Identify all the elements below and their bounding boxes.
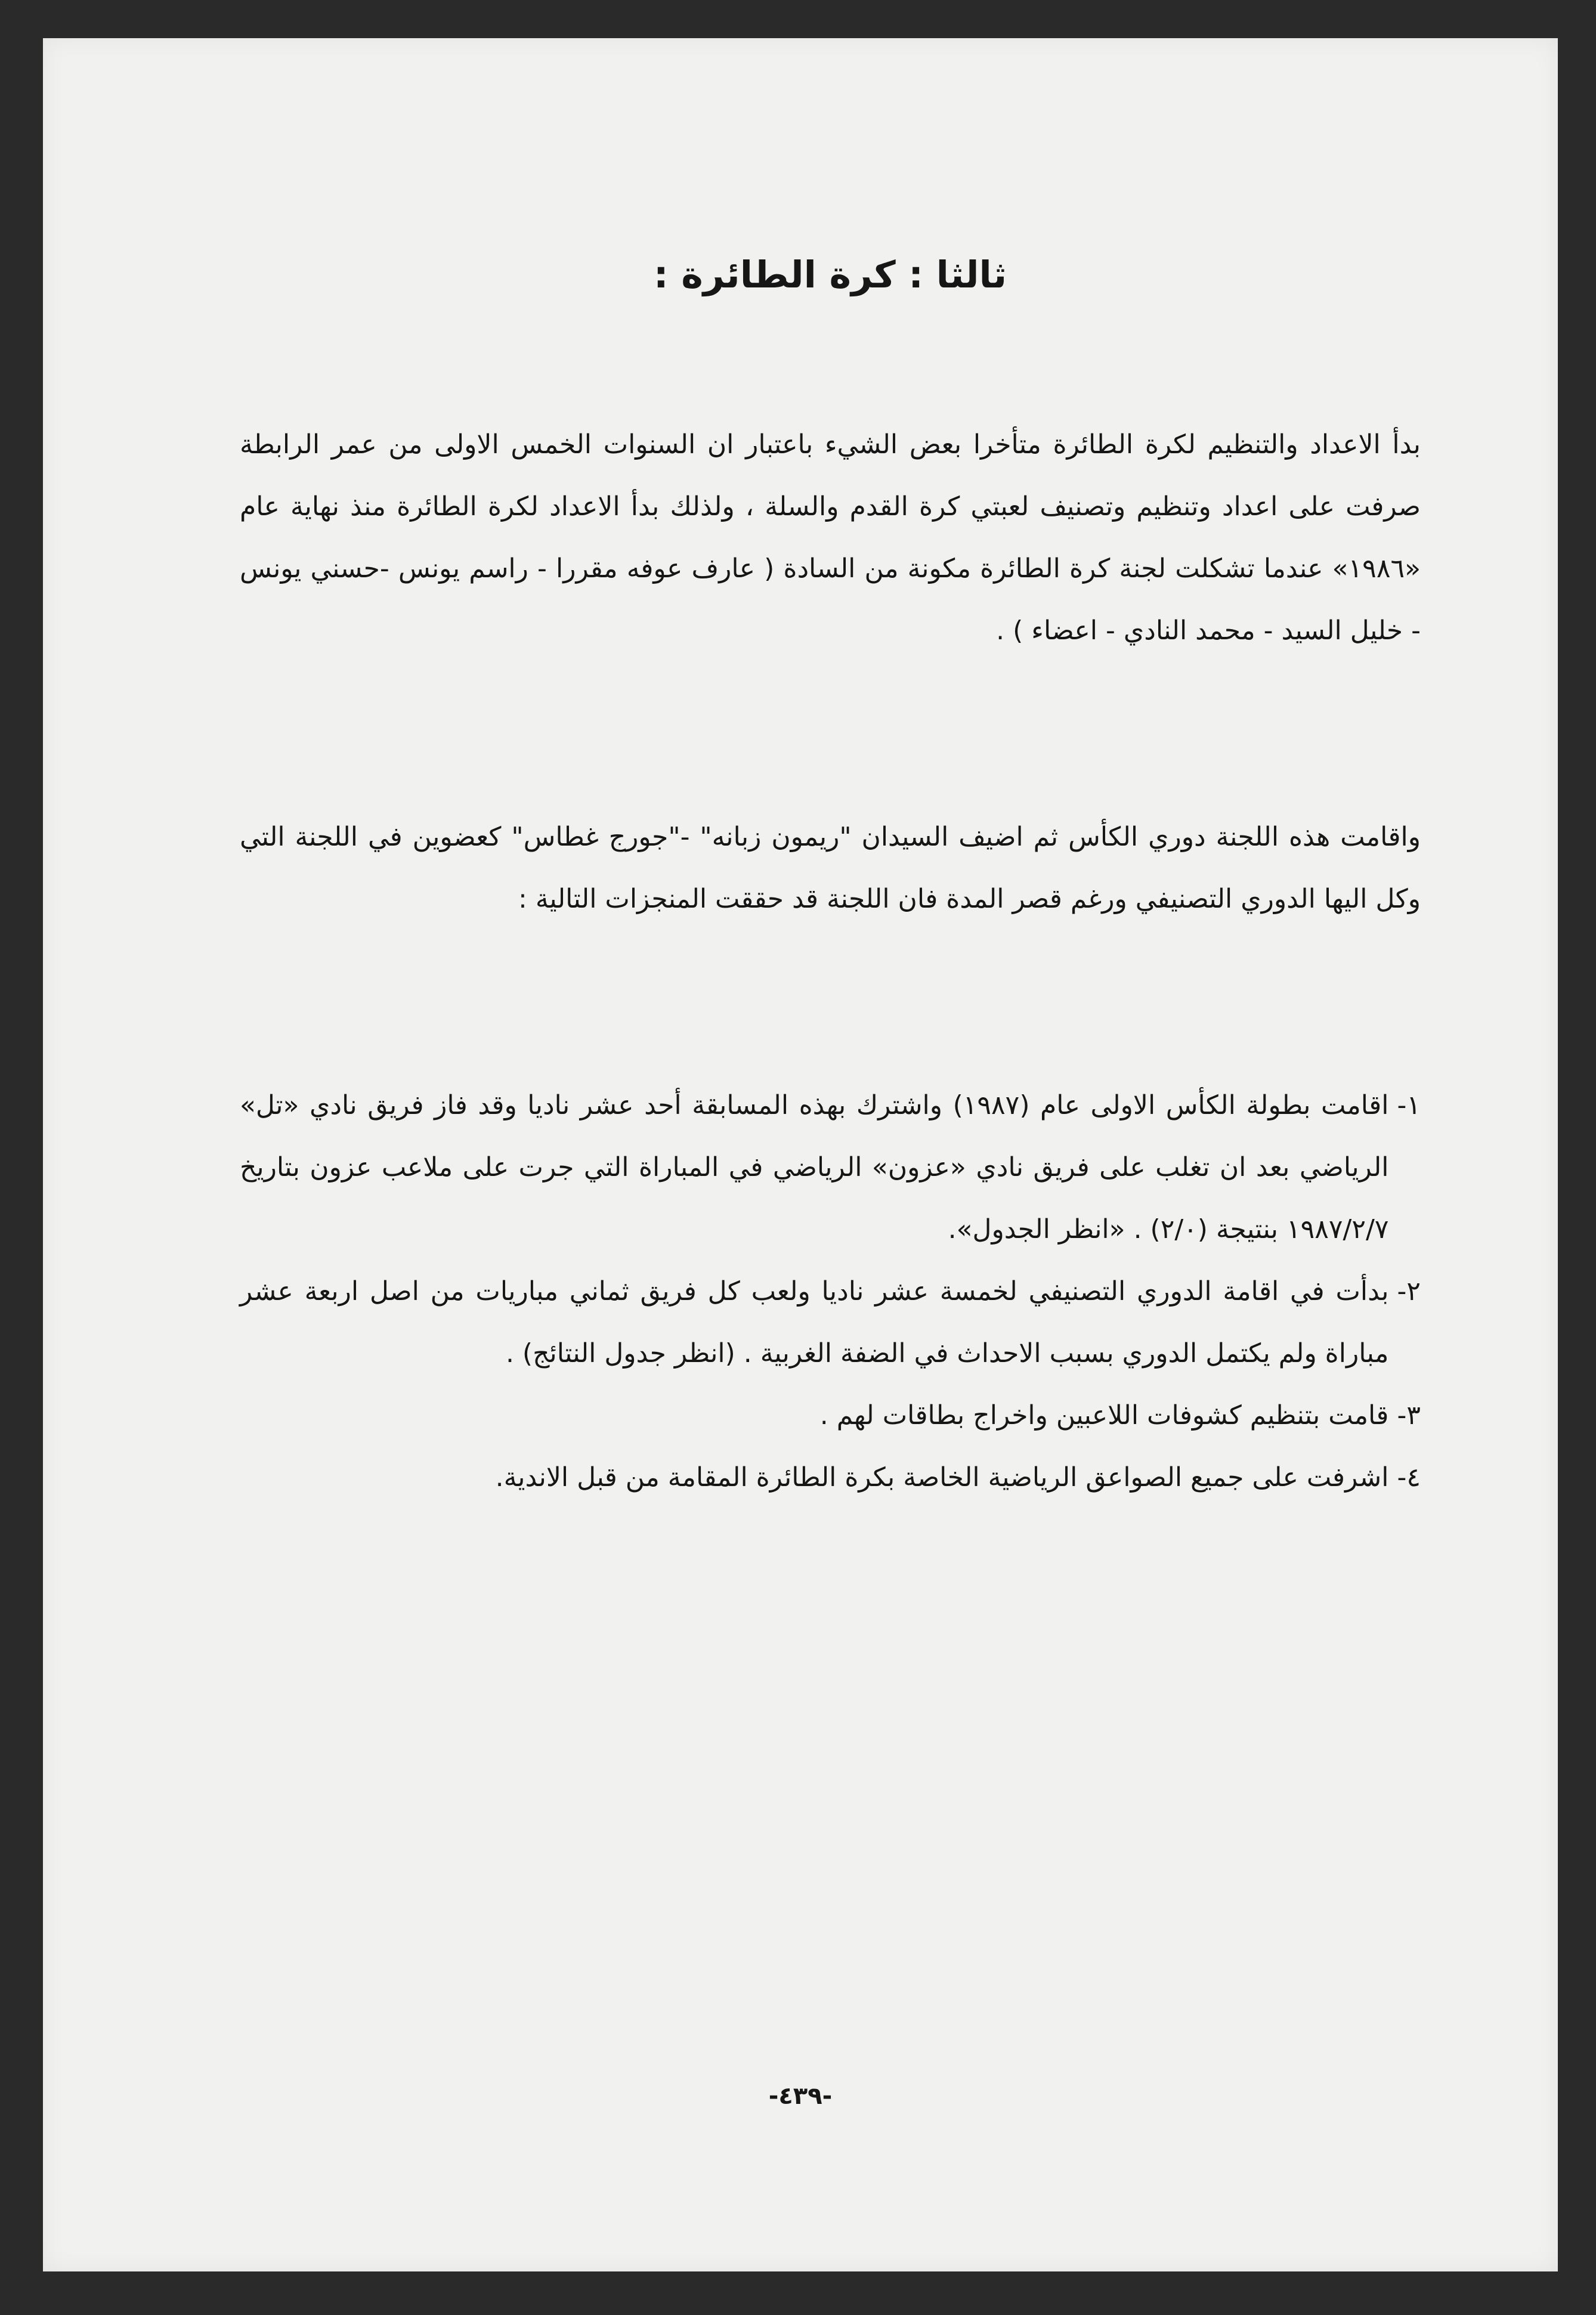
list-item-number: ٢- — [1397, 1276, 1421, 1307]
list-item-text: اشرفت على جميع الصواعق الرياضية الخاصة بكرة الطائرة المقامة من قبل الاندية. — [495, 1462, 1389, 1493]
paragraph-committee: واقامت هذه اللجنة دوري الكأس ثم اضيف السيدان "ريمون زبانه" -"جورج غطاس" كعضوين في اللجنة التي وكل اليها الدوري التصنيفي ورغم قصر المدة فان اللجنة قد حققت المنجزات التالية : — [240, 822, 1421, 914]
page-number: -٤٣٩- — [768, 2082, 833, 2110]
list-item — [240, 1447, 1421, 1509]
list-item — [240, 1261, 1421, 1385]
list-item-number: ٣- — [1397, 1400, 1421, 1431]
achievements-list — [240, 1075, 1421, 1509]
paragraph-intro: بدأ الاعداد والتنظيم لكرة الطائرة متأخرا بعض الشيء باعتبار ان السنوات الخمس الاولى من عمر الرابطة صرفت على اعداد وتنظيم وتصنيف لعبتي كرة القدم والسلة ، ولذلك بدأ الاعداد لكرة الطائرة منذ نهاية عام «١٩٨٦» عندما تشكلت لجنة كرة الطائرة مكونة من السادة ( عارف عوفه مقررا - راسم يونس -حسني يونس - خليل السيد - محمد النادي - اعضاء ) . — [240, 429, 1421, 646]
list-item-number: ٤- — [1397, 1462, 1421, 1493]
list-item-text: قامت بتنظيم كشوفات اللاعبين واخراج بطاقات لهم . — [819, 1400, 1389, 1431]
list-item — [240, 1075, 1421, 1261]
list-item-text: بدأت في اقامة الدوري التصنيفي لخمسة عشر ناديا ولعب كل فريق ثماني مباريات من اصل اربعة عشر مباراة ولم يكتمل الدوري بسبب الاحداث في الضفة الغربية . (انظر جدول النتائج) . — [240, 1276, 1389, 1369]
list-item — [240, 1385, 1421, 1447]
section-title: ثالثا : كرة الطائرة : — [653, 253, 1007, 296]
document-page — [43, 38, 1558, 2271]
list-item-text: اقامت بطولة الكأس الاولى عام (١٩٨٧) واشترك بهذه المسابقة أحد عشر ناديا وقد فاز فريق نادي «تل» الرياضي بعد ان تغلب على فريق نادي «عزون» الرياضي في المباراة التي جرت على ملاعب عزون بتاريخ ١٩٨٧/٢/٧ بنتيجة (٢/٠) . «انظر الجدول». — [240, 1090, 1389, 1245]
list-item-number: ١- — [1397, 1090, 1421, 1121]
